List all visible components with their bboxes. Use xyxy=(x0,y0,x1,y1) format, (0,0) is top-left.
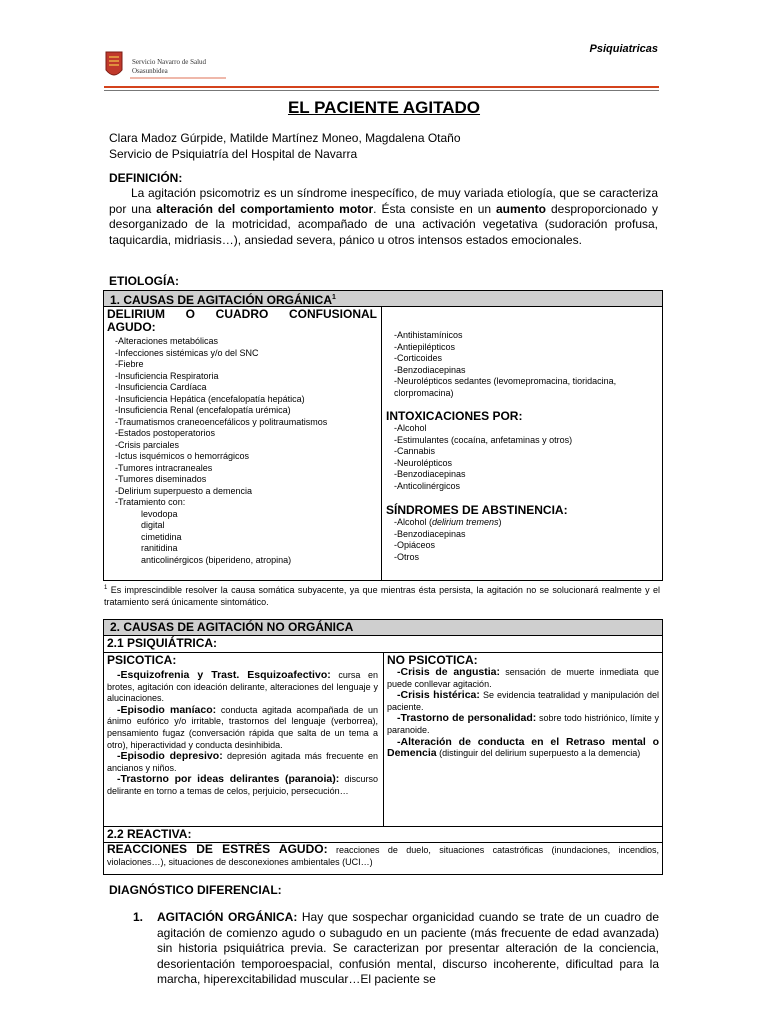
withdrawal-heading: SÍNDROMES DE ABSTINENCIA: xyxy=(386,503,568,517)
list-item xyxy=(107,670,378,705)
section-label: Psiquiatricas xyxy=(589,43,658,55)
item-text: sensación de muerte inmediata que puede conllevar agitación. xyxy=(387,667,659,689)
list-item: -Antiepilépticos xyxy=(394,341,456,352)
list-item xyxy=(387,690,659,713)
reactive-heading: 2.2 REACTIVA: xyxy=(107,827,192,841)
delirium-heading-line2: AGUDO: xyxy=(107,320,156,334)
list-item: -Insuficiencia Renal (encefalopatía urémica) xyxy=(115,405,291,415)
author-affiliation: Servicio de Psiquiatría del Hospital de Navarra xyxy=(109,147,358,161)
psychotic-list xyxy=(107,670,378,798)
list-item xyxy=(107,774,378,797)
header-rule xyxy=(104,86,659,88)
list-item: -Cannabis xyxy=(394,446,436,456)
list-item xyxy=(387,737,659,760)
list-item: -Insuficiencia Cardíaca xyxy=(115,382,207,392)
list-item: -Delirium superpuesto a demencia xyxy=(115,485,253,496)
item-label: -Trastorno de personalidad: xyxy=(397,712,537,725)
page-title: EL PACIENTE AGITADO xyxy=(287,98,481,117)
list-item: ranitidina xyxy=(141,543,178,553)
list-item: -Benzodiacepinas xyxy=(394,364,466,375)
drugs-list xyxy=(386,330,658,399)
list-item: -Crisis parciales xyxy=(115,439,180,450)
list-item xyxy=(107,705,378,751)
list-item: anticolinérgicos (biperideno, atropina) xyxy=(141,554,292,565)
item-label: -Alteración de conducta en el Retraso mental o Demencia xyxy=(387,735,659,760)
delirium-heading-line1: DELIRIUM O CUADRO CONFUSIONAL xyxy=(107,307,377,321)
logo-text: Servicio Navarro de Salud xyxy=(132,58,207,66)
list-item: -Corticoides xyxy=(394,353,443,363)
delirium-causes-list xyxy=(107,336,377,509)
list-item: -Tratamiento con: xyxy=(115,497,186,507)
organic-causes-band: 1. CAUSAS DE AGITACIÓN ORGÁNICA$^1$ xyxy=(103,290,663,307)
list-item: -Benzodiacepinas xyxy=(394,528,466,539)
list-item: -Alteraciones metabólicas xyxy=(115,336,219,346)
item-label: -Crisis histérica: xyxy=(397,689,480,702)
list-item: -Opiáceos xyxy=(394,540,436,550)
etiology-heading: ETIOLOGÍA: xyxy=(109,274,179,288)
logo xyxy=(104,48,229,84)
psychotic-column xyxy=(107,654,378,798)
column-divider xyxy=(383,652,384,826)
item-label: -Trastorno por ideas delirantes (paranoia): xyxy=(117,773,340,786)
list-item: -Tumores intracraneales xyxy=(115,462,213,473)
list-item: -Insuficiencia Hepática (encefalopatía hepática) xyxy=(115,393,305,404)
definition-paragraph: La agitación psicomotriz es un síndrome inespecífico, de muy variada etiología, que se caracteriza por una alteración del comportamiento motor. Ésta consiste en un aumento desproporcionado y desorganizado de la motricidad, acompañado de una activación vegetativa (sudoración profusa, taquicardia, midriasis…), ansiedad severa, pánico u otros intensos estados emocionales. xyxy=(109,186,658,247)
nonpsychotic-column xyxy=(387,654,659,760)
item-text: (distinguir del delirium superpuesto a la demencia) xyxy=(436,748,641,759)
list-item: -Estimulantes (cocaína, anfetaminas y otros) xyxy=(394,434,573,445)
logo-subtext: Osasunbidea xyxy=(132,67,168,75)
list-item xyxy=(107,751,378,774)
author-names: Clara Madoz Gúrpide, Matilde Martínez Moneo, Magdalena Otaño xyxy=(109,131,461,145)
item-label: -Episodio maníaco: xyxy=(117,703,217,716)
delirium-column xyxy=(107,308,377,566)
drugs-column xyxy=(386,330,658,563)
list-item: -Anticolinérgicos xyxy=(394,480,461,491)
list-item: -Ictus isquémicos o hemorrágicos xyxy=(115,451,250,461)
item-text: Se evidencia teatralidad y manipulación del paciente. xyxy=(387,690,659,712)
item-label: -Esquizofrenia y Trast. Esquizoafectivo: xyxy=(117,669,331,681)
reactive-text: REACCIONES DE ESTRÉS AGUDO: reacciones de duelo, situaciones catastróficas (inundaciones, incendios, violaciones…), situaciones de desconexiones ambientales (UCI…) xyxy=(107,842,659,867)
list-item: -Neurolépticos xyxy=(394,457,453,468)
item-text: sobre todo histriónico, límite y paranoide. xyxy=(387,713,659,735)
list-item xyxy=(387,713,659,736)
list-item: -Tumores diseminados xyxy=(115,474,207,484)
withdrawal-list xyxy=(386,529,658,564)
item-text: discurso delirante en torno a temas de celos, perjuicio, persecución… xyxy=(107,774,379,796)
definition-heading: DEFINICIÓN: xyxy=(109,171,183,185)
psychiatric-heading: 2.1 PSIQUIÁTRICA: xyxy=(107,636,218,650)
header-rule-thin xyxy=(104,90,659,91)
list-item: -Antihistamínicos xyxy=(394,330,463,340)
list-item: -Infecciones sistémicas y/o del SNC xyxy=(115,347,259,358)
nonpsychotic-list xyxy=(387,667,659,760)
item-text: depresión agitada más frecuente en ancianos y niños. xyxy=(107,751,378,773)
footnote: $^1$ Es imprescindible resolver la causa somática subyacente, ya que mientras ésta persista, la agitación no se solucionará realmente y el tratamiento será únicamente sintomático. xyxy=(104,585,660,607)
list-item: levodopa xyxy=(141,508,178,519)
column-divider xyxy=(381,306,382,581)
list-item: -Insuficiencia Respiratoria xyxy=(115,370,219,381)
list-item: digital xyxy=(141,520,165,530)
list-item: -Alcohol xyxy=(394,423,427,433)
item-text: cursa en brotes, agitación con ideación delirante, alteraciones del lenguaje y alucinaciones. xyxy=(107,670,378,704)
intoxication-list xyxy=(386,423,658,492)
list-item: -Estados postoperatorios xyxy=(115,428,216,438)
differential-heading: DIAGNÓSTICO DIFERENCIAL: xyxy=(109,883,282,897)
list-item: cimetidina xyxy=(141,531,182,542)
authors xyxy=(109,130,461,162)
item-text: conducta agitada acompañada de un ánimo eufórico y/o irritable, trastornos del lenguaje (verborrea), pensamiento fugaz (conversación rápida que salta de un tema a otro), hiperactividad y conducta desinhibida. xyxy=(107,704,379,750)
intoxication-heading: INTOXICACIONES POR: xyxy=(386,409,523,423)
coat-of-arms-icon xyxy=(106,52,122,75)
nonorganic-causes-band: 2. CAUSAS DE AGITACIÓN NO ORGÁNICA xyxy=(103,619,663,636)
item-label: -Crisis de angustia: xyxy=(397,666,500,678)
item-label: -Episodio depresivo: xyxy=(117,750,223,763)
list-item: -Otros xyxy=(394,551,420,562)
list-item: -Fiebre xyxy=(115,359,144,369)
list-item xyxy=(387,667,659,690)
treatment-list xyxy=(107,509,377,567)
list-number: 1. xyxy=(133,910,144,924)
list-item: -Neurolépticos sedantes (levomepromacina, tioridacina, clorpromacina) xyxy=(394,376,617,398)
nonpsychotic-heading: NO PSICOTICA: xyxy=(387,653,478,667)
withdrawal-alcohol: -Alcohol (delirium tremens) xyxy=(394,517,502,527)
list-item: -Benzodiacepinas xyxy=(394,469,466,479)
psychotic-heading: PSICOTICA: xyxy=(107,653,177,667)
list-item: -Traumatismos craneoencefálicos y politraumatismos xyxy=(115,416,328,427)
differential-item: AGITACIÓN ORGÁNICA: Hay que sospechar organicidad cuando se trate de un cuadro de agitación de comienzo agudo o subagudo en un paciente (más frecuente de edad avanzada) sin historia psiquiátrica previa. Se caracterizan por presentar alteración de la conciencia, desorientación temporoespacial, confusión mental, discurso incoherente, dificultad para la marcha, hiperexcitabilidad muscular…El paciente se xyxy=(157,910,659,986)
